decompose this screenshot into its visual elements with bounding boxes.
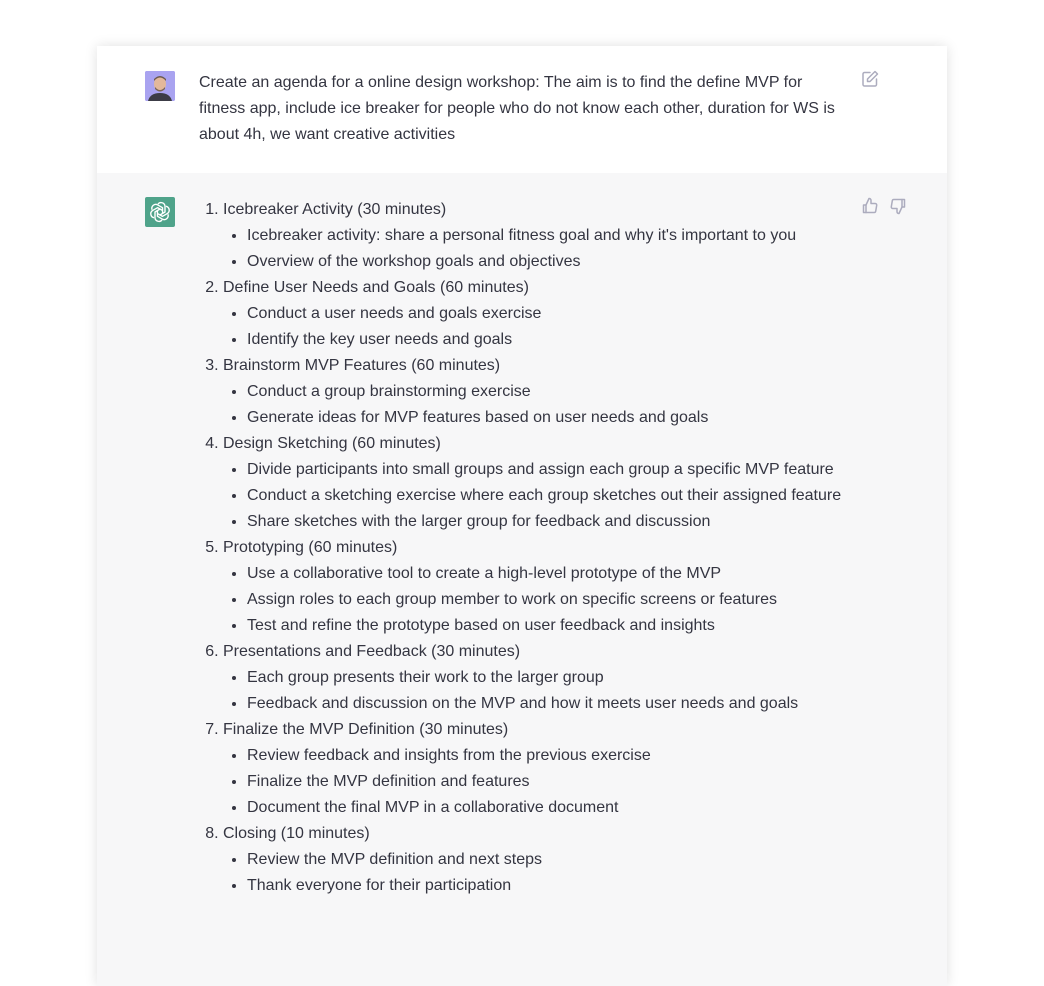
thumbs-down-icon[interactable] [888,196,908,216]
agenda-section [223,717,863,821]
agenda-section [223,821,863,899]
edit-icon[interactable] [860,69,880,89]
agenda-section-title: Icebreaker Activity (30 minutes) [223,201,447,218]
agenda-item: • Overview of the workshop goals and objectives [247,249,863,275]
agenda-section [223,431,863,535]
agenda-item: • Feedback and discussion on the MVP and how it meets user needs and goals [247,691,863,717]
assistant-message [97,173,947,986]
agenda-item: • Conduct a group brainstorming exercise [247,379,863,405]
agenda-section-title: Define User Needs and Goals (60 minutes) [223,279,529,296]
agenda-item: • Generate ideas for MVP features based on user needs and goals [247,405,863,431]
agenda-item: • Assign roles to each group member to work on specific screens or features [247,587,863,613]
conversation-thread [97,46,947,986]
agenda-section [223,639,863,717]
agenda-item: • Identify the key user needs and goals [247,327,863,353]
agenda-section [223,535,863,639]
agenda-item: • Use a collaborative tool to create a high-level prototype of the MVP [247,561,863,587]
agenda-section-title: Closing (10 minutes) [223,825,370,842]
agenda-item: • Icebreaker activity: share a personal fitness goal and why it's important to you [247,223,863,249]
user-avatar [145,71,175,101]
agenda-section [223,197,863,275]
user-message-text: Create an agenda for a online design workshop: The aim is to find the define MVP for fitness app, include ice breaker for people who do not know each other, duration for WS is about 4h, we want creative activities [199,74,835,143]
agenda-section-title: Finalize the MVP Definition (30 minutes) [223,721,509,738]
agenda-item: • Each group presents their work to the larger group [247,665,863,691]
agenda-item: • Share sketches with the larger group for feedback and discussion [247,509,863,535]
agenda-section [223,353,863,431]
agenda-section-title: Design Sketching (60 minutes) [223,435,441,452]
agenda-item: • Thank everyone for their participation [247,873,863,899]
agenda-section-title: Brainstorm MVP Features (60 minutes) [223,357,501,374]
agenda-list [199,197,863,899]
agenda-item: • Conduct a user needs and goals exercise [247,301,863,327]
agenda-item: • Conduct a sketching exercise where each group sketches out their assigned feature [247,483,863,509]
agenda-item: • Review feedback and insights from the previous exercise [247,743,863,769]
user-message [97,46,947,174]
agenda-item: • Review the MVP definition and next steps [247,847,863,873]
agenda-item: • Document the final MVP in a collaborative document [247,795,863,821]
agenda-section [223,275,863,353]
agenda-item: • Divide participants into small groups and assign each group a specific MVP feature [247,457,863,483]
agenda-item: • Finalize the MVP definition and features [247,769,863,795]
agenda-section-title: Presentations and Feedback (30 minutes) [223,643,521,660]
agenda-section-title: Prototyping (60 minutes) [223,539,398,556]
openai-logo-icon [145,197,175,227]
agenda-item: • Test and refine the prototype based on user feedback and insights [247,613,863,639]
thumbs-up-icon[interactable] [860,196,880,216]
